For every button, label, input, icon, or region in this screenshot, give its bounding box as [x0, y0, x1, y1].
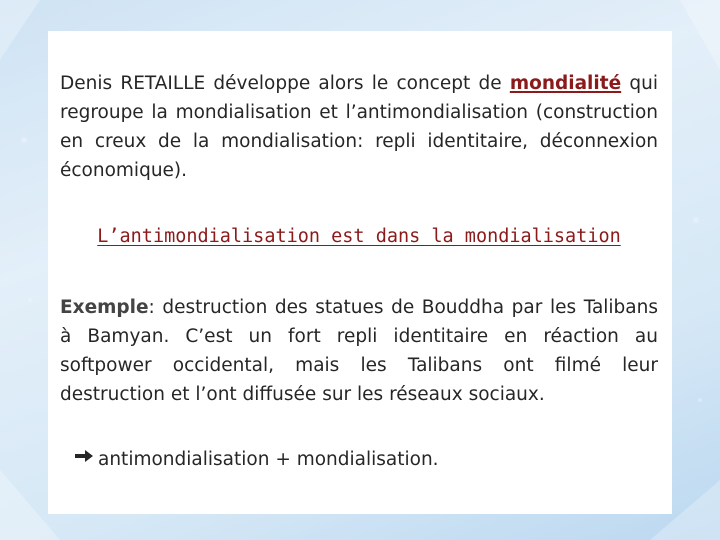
content-card — [48, 31, 672, 514]
section-heading: L’antimondialisation est dans la mondialisation — [97, 226, 621, 247]
conclusion-text: antimondialisation + mondialisation. — [98, 449, 439, 470]
intro-paragraph — [60, 69, 658, 185]
example-label: Exemple — [60, 297, 149, 318]
conclusion-line — [74, 446, 439, 474]
intro-text-after: qui regroupe la mondialisation et l’antimondialisation (construction en creux de la mondialisation: repli identitaire, déconnexion économique). — [60, 73, 658, 181]
example-paragraph — [60, 293, 658, 409]
example-text: destruction des statues de Bouddha par les Talibans à Bamyan. C’est un fort repli identitaire en réaction au softpower occidental, mais les Talibans ont filmé leur destruction et l’ont diffusée sur les réseaux sociaux. — [60, 297, 658, 405]
intro-text-before: Denis RETAILLE développe alors le concept de — [60, 73, 510, 94]
right-arrow-icon — [74, 444, 94, 472]
example-separator: : — [148, 297, 155, 318]
keyword-mondialite: mondialité — [509, 73, 622, 94]
